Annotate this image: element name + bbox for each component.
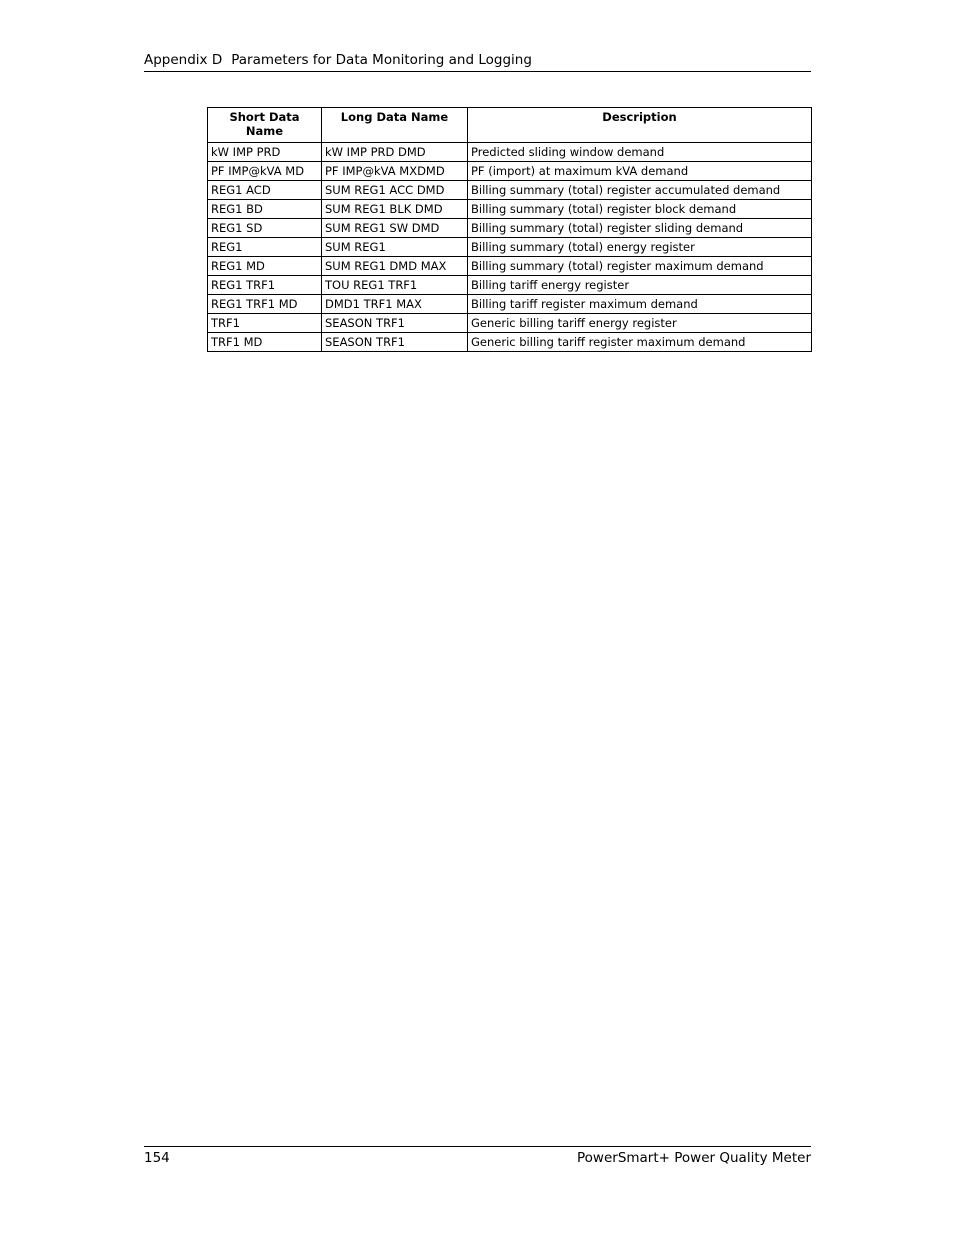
cell-long-name: SEASON TRF1 [322, 314, 468, 333]
cell-description: Billing summary (total) register sliding demand [468, 219, 812, 238]
page-footer [144, 1146, 811, 1166]
table-body [208, 143, 812, 352]
table-row [208, 200, 812, 219]
section-title: Parameters for Data Monitoring and Logging [231, 52, 532, 68]
cell-long-name: SUM REG1 DMD MAX [322, 257, 468, 276]
parameters-table-container [207, 107, 811, 352]
page-header [144, 51, 811, 72]
cell-long-name: SEASON TRF1 [322, 333, 468, 352]
column-header-short-name: Short Data Name [208, 108, 322, 143]
table-row [208, 333, 812, 352]
cell-short-name: REG1 ACD [208, 181, 322, 200]
cell-description: PF (import) at maximum kVA demand [468, 162, 812, 181]
table-row [208, 276, 812, 295]
cell-long-name: SUM REG1 SW DMD [322, 219, 468, 238]
cell-long-name: PF IMP@kVA MXDMD [322, 162, 468, 181]
cell-short-name: TRF1 MD [208, 333, 322, 352]
page-number: 154 [144, 1150, 170, 1166]
cell-description: Billing summary (total) register block demand [468, 200, 812, 219]
table-row [208, 219, 812, 238]
cell-short-name: TRF1 [208, 314, 322, 333]
cell-long-name: TOU REG1 TRF1 [322, 276, 468, 295]
cell-description: Generic billing tariff register maximum demand [468, 333, 812, 352]
table-row [208, 143, 812, 162]
table-row [208, 314, 812, 333]
cell-short-name: REG1 MD [208, 257, 322, 276]
cell-description: Billing summary (total) energy register [468, 238, 812, 257]
table-row [208, 257, 812, 276]
parameters-table [207, 107, 812, 352]
cell-description: Billing tariff energy register [468, 276, 812, 295]
cell-description: Billing summary (total) register maximum demand [468, 257, 812, 276]
column-header-long-name: Long Data Name [322, 108, 468, 143]
table-row [208, 162, 812, 181]
cell-long-name: SUM REG1 BLK DMD [322, 200, 468, 219]
cell-long-name: SUM REG1 [322, 238, 468, 257]
cell-short-name: PF IMP@kVA MD [208, 162, 322, 181]
product-name: PowerSmart+ Power Quality Meter [577, 1150, 811, 1166]
table-row [208, 238, 812, 257]
table-row [208, 181, 812, 200]
cell-short-name: REG1 BD [208, 200, 322, 219]
cell-description: Billing tariff register maximum demand [468, 295, 812, 314]
appendix-label: Appendix D [144, 52, 223, 68]
cell-long-name: kW IMP PRD DMD [322, 143, 468, 162]
table-row [208, 295, 812, 314]
cell-long-name: DMD1 TRF1 MAX [322, 295, 468, 314]
cell-short-name: REG1 [208, 238, 322, 257]
cell-description: Billing summary (total) register accumulated demand [468, 181, 812, 200]
column-header-description: Description [468, 108, 812, 143]
cell-long-name: SUM REG1 ACC DMD [322, 181, 468, 200]
cell-short-name: kW IMP PRD [208, 143, 322, 162]
cell-description: Generic billing tariff energy register [468, 314, 812, 333]
cell-short-name: REG1 SD [208, 219, 322, 238]
cell-short-name: REG1 TRF1 [208, 276, 322, 295]
cell-short-name: REG1 TRF1 MD [208, 295, 322, 314]
cell-description: Predicted sliding window demand [468, 143, 812, 162]
table-header-row [208, 108, 812, 143]
